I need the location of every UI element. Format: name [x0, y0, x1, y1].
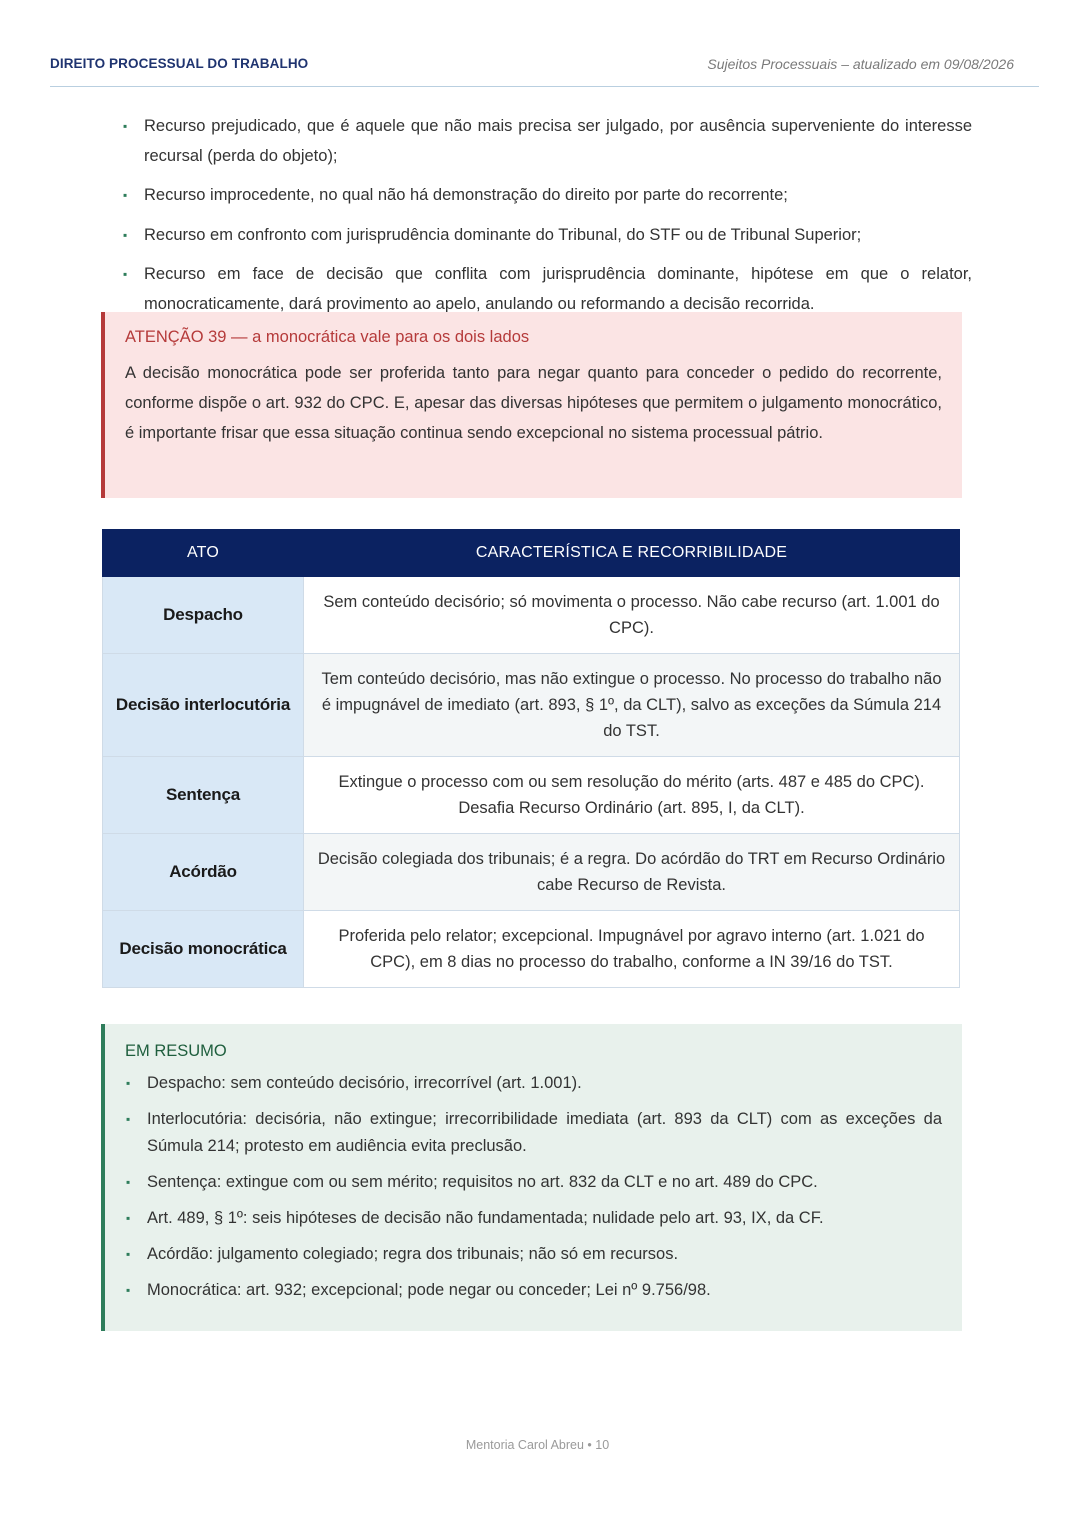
- summary-box: [101, 1024, 962, 1331]
- attention-body: A decisão monocrática pode ser proferida tanto para negar quanto para conceder o pedido do recorrente, conforme dispõe o art. 932 do CPC. E, apesar das diversas hipóteses que permitem o julgamento monocrático, é importante frisar que essa situação continua sendo excepcional no sistema processual pátrio.: [125, 364, 942, 442]
- bullet-icon: ▪: [126, 1175, 131, 1189]
- bullet-icon: ▪: [123, 188, 128, 202]
- list-item: ▪ Recurso prejudicado, que é aquele que não mais precisa ser julgado, por ausência superveniente do interesse recursal (perda do objeto);: [120, 112, 972, 171]
- summary-title: EM RESUMO: [125, 1042, 227, 1060]
- desc-cell: Tem conteúdo decisório, mas não extingue o processo. No processo do trabalho não é impugnável de imediato (art. 893, § 1º, da CLT), salvo as exceções da Súmula 214 do TST.: [304, 654, 960, 757]
- header-topic: Sujeitos Processuais – atualizado em 09/08/2026: [707, 56, 1014, 72]
- list-item: ▪ Recurso em confronto com jurisprudência dominante do Tribunal, do STF ou de Tribunal Superior;: [120, 221, 972, 251]
- column-header-act: ATO: [103, 530, 304, 577]
- table-row: [103, 757, 960, 834]
- bullet-icon: ▪: [123, 119, 128, 133]
- column-header-characteristic: CARACTERÍSTICA E RECORRIBILIDADE: [304, 530, 960, 577]
- list-item: ▪ Recurso improcedente, no qual não há demonstração do direito por parte do recorrente;: [120, 181, 972, 211]
- list-item: ▪ Interlocutória: decisória, não extingue; irrecorribilidade imediata (art. 893 da CLT) com as exceções da Súmula 214; protesto em audiência evita preclusão.: [125, 1106, 942, 1160]
- attention-box: [101, 312, 962, 498]
- summary-list: [125, 1070, 942, 1304]
- bullet-icon: ▪: [126, 1076, 131, 1090]
- list-item: ▪ Sentença: extingue com ou sem mérito; requisitos no art. 832 da CLT e no art. 489 do CPC.: [125, 1169, 942, 1196]
- act-cell: Decisão monocrática: [103, 911, 304, 988]
- acts-table: [102, 529, 960, 988]
- list-item: ▪ Despacho: sem conteúdo decisório, irrecorrível (art. 1.001).: [125, 1070, 942, 1097]
- bullet-icon: ▪: [126, 1112, 131, 1126]
- header-subject: DIREITO PROCESSUAL DO TRABALHO: [50, 56, 309, 71]
- act-cell: Sentença: [103, 757, 304, 834]
- desc-cell: Proferida pelo relator; excepcional. Impugnável por agravo interno (art. 1.021 do CPC), em 8 dias no processo do trabalho, conforme a IN 39/16 do TST.: [304, 911, 960, 988]
- page-footer: Mentoria Carol Abreu • 10: [465, 1438, 610, 1452]
- page-header: [50, 54, 1039, 87]
- bullet-icon: ▪: [123, 227, 128, 242]
- bullet-icon: ▪: [123, 267, 128, 281]
- desc-cell: Sem conteúdo decisório; só movimenta o processo. Não cabe recurso (art. 1.001 do CPC).: [304, 577, 960, 654]
- list-item: ▪ Monocrática: art. 932; excepcional; pode negar ou conceder; Lei nº 9.756/98.: [125, 1277, 942, 1304]
- act-cell: Decisão interlocutória: [103, 654, 304, 757]
- bullet-icon: ▪: [126, 1211, 131, 1225]
- table-header-row: [103, 530, 960, 577]
- table-row: [103, 911, 960, 988]
- table-row: [103, 577, 960, 654]
- bullet-icon: ▪: [126, 1247, 131, 1261]
- table-row: [103, 654, 960, 757]
- desc-cell: Extingue o processo com ou sem resolução do mérito (arts. 487 e 485 do CPC). Desafia Recurso Ordinário (art. 895, I, da CLT).: [304, 757, 960, 834]
- desc-cell: Decisão colegiada dos tribunais; é a regra. Do acórdão do TRT em Recurso Ordinário cabe Recurso de Revista.: [304, 834, 960, 911]
- attention-title: ATENÇÃO 39 — a monocrática vale para os dois lados: [125, 328, 530, 346]
- list-item: ▪ Art. 489, § 1º: seis hipóteses de decisão não fundamentada; nulidade pelo art. 93, IX, da CF.: [125, 1205, 942, 1232]
- appeal-hypotheses-list: [120, 112, 972, 329]
- list-item: ▪ Acórdão: julgamento colegiado; regra dos tribunais; não só em recursos.: [125, 1241, 942, 1268]
- act-cell: Despacho: [103, 577, 304, 654]
- list-item: ▪ Recurso em face de decisão que conflita com jurisprudência dominante, hipótese em que o relator, monocraticamente, dará provimento ao apelo, anulando ou reformando a decisão recorrida.: [120, 260, 972, 319]
- act-cell: Acórdão: [103, 834, 304, 911]
- bullet-icon: ▪: [126, 1283, 131, 1297]
- table-row: [103, 834, 960, 911]
